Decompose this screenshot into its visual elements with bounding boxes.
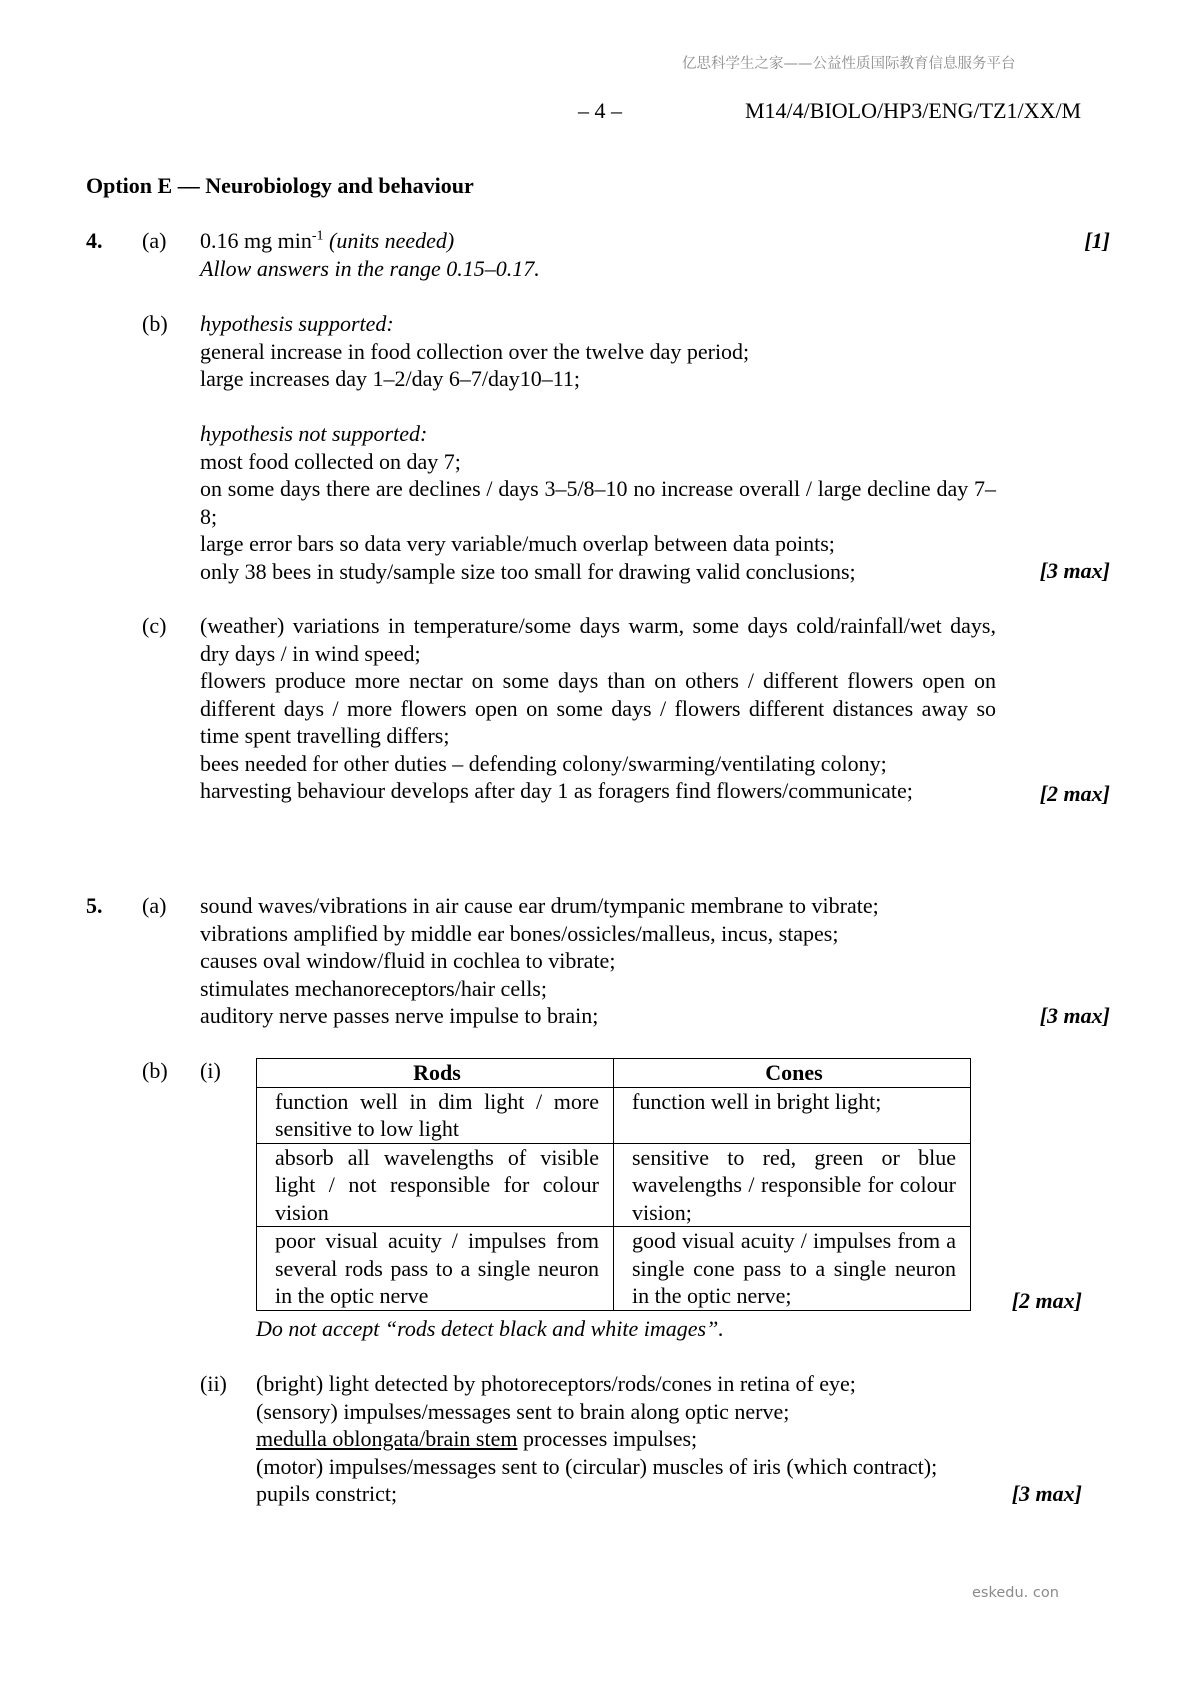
q4c-label: (c) [142,613,167,638]
q4-number: 4. [86,228,103,253]
table-header-cones: Cones [614,1059,971,1088]
q4b-not-supported-item: on some days there are declines / days 3–5/8–10 no increase overall / large decline day 7–8; [200,476,996,529]
table-cell-cones: function well in bright light; [614,1087,971,1143]
document-code: M14/4/BIOLO/HP3/ENG/TZ1/XX/M [745,98,1082,123]
q5a-answer [200,892,1000,1030]
q4b-not-supported-item: large error bars so data very variable/much overlap between data points; [200,531,835,556]
q5b-ii-line: (bright) light detected by photoreceptors/rods/cones in retina of eye; [256,1371,856,1396]
section-title: Option E — Neurobiology and behaviour [86,173,474,198]
table-cell-rods: poor visual acuity / impulses from several rods pass to a single neuron in the optic nerve [257,1227,614,1311]
q4a-answer-note: (units needed) [329,228,455,253]
q5b-ii-label: (ii) [200,1371,227,1396]
watermark-top: 亿思科学生之家——公益性质国际教育信息服务平台 [682,56,1016,72]
q4b-answer [200,310,996,585]
q5b-i-mark: [2 max] [1011,1288,1082,1313]
watermark-bottom: eskedu. con [972,1585,1059,1601]
q5b-ii-answer [256,1370,1016,1508]
q4b-label: (b) [142,311,168,336]
table-cell-cones: good visual acuity / impulses from a single cone pass to a single neuron in the optic nerve; [614,1227,971,1311]
q4b-supported-heading: hypothesis supported: [200,311,394,336]
q4c-point: (weather) variations in temperature/some days warm, some days cold/rainfall/wet days, dry days / in wind speed; [200,613,996,666]
table-row [257,1143,971,1227]
q5-number: 5. [86,893,103,918]
q4a-answer-value: 0.16 mg min [200,228,312,253]
q5b-ii-line: (sensory) impulses/messages sent to brain along optic nerve; [256,1398,790,1424]
q4a-allow: Allow answers in the range 0.15–0.17. [200,255,540,281]
q5b-ii-mark: [3 max] [1011,1481,1082,1506]
q5a-point: sound waves/vibrations in air cause ear drum/tympanic membrane to vibrate; [200,893,879,918]
q5b-ii-line-rest: processes impulses; [517,1426,698,1451]
q4c-answer [200,612,996,805]
q4c-point: bees needed for other duties – defending colony/swarming/ventilating colony; [200,750,887,776]
q4a-label: (a) [142,228,167,253]
q5b-i-label: (i) [200,1058,221,1083]
q5a-point: causes oval window/fluid in cochlea to vibrate; [200,948,616,973]
rods-cones-table [256,1058,971,1311]
q4a-answer-exponent: -1 [311,228,324,244]
q5a-mark: [3 max] [1039,1003,1110,1028]
q4b-not-supported-item: only 38 bees in study/sample size too small for drawing valid conclusions; [200,558,856,584]
q4a-mark: [1] [1084,228,1110,253]
q5a-point: stimulates mechanoreceptors/hair cells; [200,975,547,1001]
table-cell-rods: absorb all wavelengths of visible light / not responsible for colour vision [257,1143,614,1227]
table-header-rods: Rods [257,1059,614,1088]
q4b-supported-item: general increase in food collection over the twelve day period; [200,338,750,364]
q5b-i-note: Do not accept “rods detect black and white images”. [256,1316,724,1341]
q5a-label: (a) [142,893,167,918]
q4c-mark: [2 max] [1039,781,1110,806]
q5a-point: vibrations amplified by middle ear bones/ossicles/malleus, incus, stapes; [200,920,839,946]
q4c-point: flowers produce more nectar on some days than on others / different flowers open on different days / more flowers open on some days / flowers different distances away so time spent travelling differs; [200,668,996,748]
q5b-ii-line: pupils constrict; [256,1481,398,1506]
table-row [257,1087,971,1143]
table-row [257,1227,971,1311]
page-number: – 4 – [578,98,622,123]
q4c-point: harvesting behaviour develops after day 1 as foragers find flowers/communicate; [200,778,913,803]
q4b-mark: [3 max] [1039,558,1110,583]
q5a-point: auditory nerve passes nerve impulse to brain; [200,1003,599,1028]
table-cell-cones: sensitive to red, green or blue wavelengths / responsible for colour vision; [614,1143,971,1227]
q4b-supported-item: large increases day 1–2/day 6–7/day10–11; [200,366,581,391]
q5b-label: (b) [142,1058,168,1083]
q4b-not-supported-heading: hypothesis not supported: [200,421,428,446]
table-header-row [257,1059,971,1088]
table-cell-rods: function well in dim light / more sensitive to low light [257,1087,614,1143]
q5b-ii-underlined-term: medulla oblongata/brain stem [256,1426,518,1451]
q5b-ii-line: (motor) impulses/messages sent to (circular) muscles of iris (which contract); [256,1453,938,1479]
q4b-not-supported-item: most food collected on day 7; [200,448,461,474]
q4a-answer [200,227,1000,282]
